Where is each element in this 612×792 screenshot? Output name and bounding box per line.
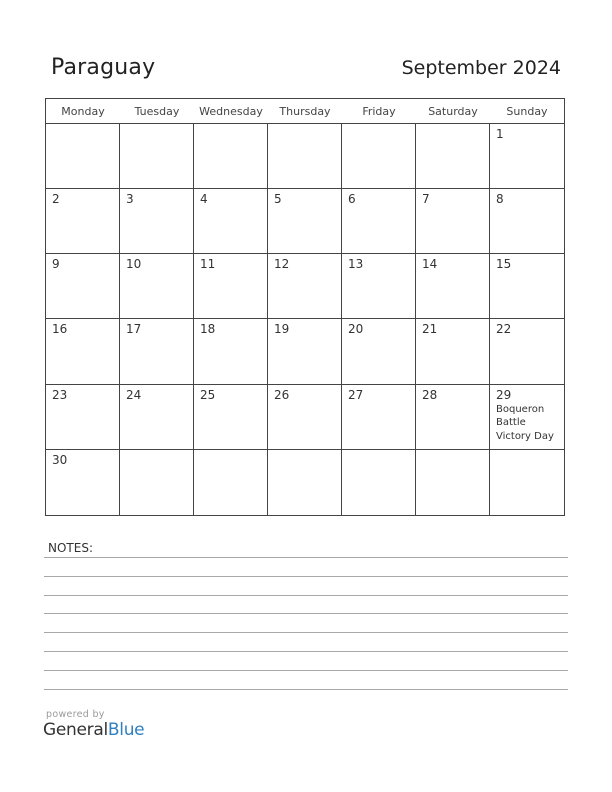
day-number: 1: [496, 127, 504, 141]
day-cell: [268, 450, 342, 515]
note-line: [44, 651, 568, 652]
day-cell: [490, 189, 564, 254]
day-cell: [120, 450, 194, 515]
day-cell: [416, 450, 490, 515]
day-cell: [268, 385, 342, 450]
day-cell: [46, 450, 120, 515]
day-cell: [194, 124, 268, 189]
day-cell: [416, 124, 490, 189]
weekday-header-row: [46, 99, 564, 124]
weekday-tuesday: Tuesday: [134, 105, 180, 118]
day-cell: [342, 450, 416, 515]
day-number: 24: [126, 387, 142, 402]
day-cell: [342, 254, 416, 319]
day-cell: [194, 450, 268, 515]
day-number: 21: [422, 322, 438, 337]
notes-label: NOTES:: [48, 541, 93, 555]
brand-logo: [43, 720, 144, 740]
day-cell: [342, 124, 416, 189]
day-number: 5: [274, 192, 282, 207]
month-year-title: September 2024: [401, 57, 561, 79]
day-cell: [342, 189, 416, 254]
day-cell: [46, 319, 120, 384]
weekday-monday: Monday: [61, 105, 105, 118]
note-line: [44, 632, 568, 633]
weekday-saturday: Saturday: [428, 105, 478, 118]
day-cell: [46, 124, 120, 189]
brand-name-part1: General: [43, 720, 108, 740]
note-line: [44, 576, 568, 577]
day-number: 2: [52, 192, 60, 207]
weekday-sunday: Sunday: [506, 105, 548, 118]
weekday-friday: Friday: [362, 105, 396, 118]
day-cell: [490, 254, 564, 319]
day-number: 27: [348, 387, 364, 402]
day-number: 3: [126, 192, 134, 207]
day-cell: [194, 319, 268, 384]
day-number: 13: [348, 257, 364, 272]
day-cell: [268, 319, 342, 384]
day-number: 7: [422, 192, 430, 207]
day-number: 30: [52, 452, 68, 467]
day-number: 19: [274, 322, 290, 337]
day-number: 8: [496, 192, 504, 207]
holiday-label: Boqueron: [496, 403, 545, 415]
day-cell: [120, 385, 194, 450]
day-cell: [416, 254, 490, 319]
day-cell: [194, 189, 268, 254]
weekday-wednesday: Wednesday: [199, 105, 263, 118]
day-number: 16: [52, 322, 68, 337]
day-cell: [120, 124, 194, 189]
day-cell: [194, 385, 268, 450]
note-line: [44, 595, 568, 596]
day-number: 20: [348, 322, 364, 337]
day-cell: [46, 189, 120, 254]
day-cell: [416, 385, 490, 450]
country-title: Paraguay: [51, 55, 156, 80]
day-cell: [120, 189, 194, 254]
calendar-body: [46, 124, 564, 515]
day-cell: [46, 254, 120, 319]
day-cell: [120, 319, 194, 384]
day-number: 18: [200, 322, 216, 337]
day-number: 10: [126, 257, 142, 272]
brand-name-part2: Blue: [107, 720, 145, 740]
day-number: 25: [200, 387, 216, 402]
day-number: 6: [348, 192, 356, 207]
day-cell: [342, 385, 416, 450]
day-cell: [490, 450, 564, 515]
day-cell: [416, 189, 490, 254]
calendar-grid: [45, 98, 565, 516]
day-number: 23: [52, 387, 68, 402]
day-number: 11: [200, 257, 216, 272]
day-number: 28: [422, 387, 438, 402]
day-cell: [268, 254, 342, 319]
day-cell: [490, 124, 564, 189]
day-cell: [416, 319, 490, 384]
day-cell: [342, 319, 416, 384]
day-number: 14: [422, 257, 438, 272]
day-number: 26: [274, 387, 290, 402]
day-cell: [46, 385, 120, 450]
holiday-label: Battle: [496, 417, 526, 429]
powered-by-text: powered by: [46, 709, 105, 720]
day-cell: [120, 254, 194, 319]
day-number: 29: [496, 387, 512, 402]
day-number: 15: [496, 257, 512, 272]
note-line: [44, 670, 568, 671]
day-number: 12: [274, 257, 290, 272]
day-number: 9: [52, 257, 60, 272]
note-line: [44, 613, 568, 614]
day-number: 22: [496, 322, 512, 337]
day-cell: [194, 254, 268, 319]
note-line: [44, 689, 568, 690]
day-number: 17: [126, 322, 142, 337]
day-number: 4: [200, 192, 208, 207]
day-cell: [490, 385, 564, 450]
weekday-thursday: Thursday: [279, 105, 331, 118]
day-cell: [268, 124, 342, 189]
day-cell: [490, 319, 564, 384]
day-cell: [268, 189, 342, 254]
holiday-label: Victory Day: [496, 430, 554, 442]
note-line: [44, 557, 568, 558]
